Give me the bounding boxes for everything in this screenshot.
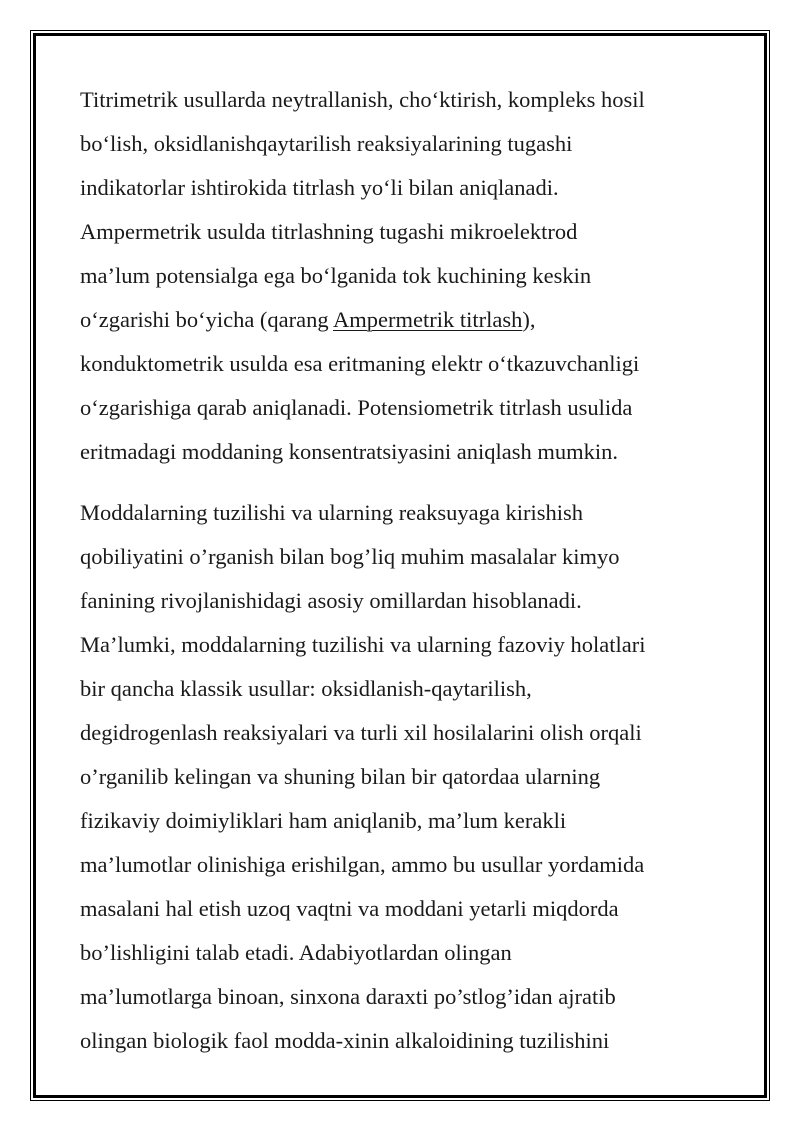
- text-line: bo’lishligini talab etadi. Adabiyotlardan olingan: [80, 940, 512, 965]
- text-line: ma’lumotlar olinishiga erishilgan, ammo bu usullar yordamida: [80, 852, 645, 877]
- text-line: bo‘lish, oksidlanishqaytarilish reaksiyalarining tugashi: [80, 131, 573, 156]
- text-line: eritmadagi moddaning konsentratsiyasini aniqlash mumkin.: [80, 439, 619, 464]
- text-segment: ),: [522, 307, 536, 332]
- text-line-with-link: [80, 298, 740, 342]
- text-line: konduktometrik usulda esa eritmaning elektr o‘tkazuvchanligi: [80, 351, 640, 376]
- ampermetrik-titrlash-link[interactable]: Ampermetrik titrlash: [333, 307, 523, 332]
- page-border-frame: [33, 33, 767, 1098]
- text-line: masalani hal etish uzoq vaqtni va moddani yetarli miqdorda: [80, 896, 619, 921]
- text-line: Titrimetrik usullarda neytrallanish, cho‘ktirish, kompleks hosil: [80, 87, 645, 112]
- text-line: Ma’lumki, moddalarning tuzilishi va ularning fazoviy holatlari: [80, 632, 646, 657]
- text-line: o‘zgarishiga qarab aniqlanadi. Potensiometrik titrlash usulida: [80, 395, 633, 420]
- text-line: fanining rivojlanishidagi asosiy omillardan hisoblanadi.: [80, 588, 582, 613]
- text-line: olingan biologik faol modda-xinin alkaloidining tuzilishini: [80, 1028, 610, 1053]
- text-line: qobiliyatini o’rganish bilan bog’liq muhim masalalar kimyo: [80, 544, 620, 569]
- text-line: ma’lum potensialga ega bo‘lganida tok kuchining keskin: [80, 263, 592, 288]
- text-line: ma’lumotlarga binoan, sinxona daraxti po’stlog’idan ajratib: [80, 984, 616, 1009]
- text-line: indikatorlar ishtirokida titrlash yo‘li bilan aniqlanadi.: [80, 175, 559, 200]
- text-line: bir qancha klassik usullar: oksidlanish-qaytarilish,: [80, 676, 532, 701]
- text-segment: o‘zgarishi bo‘yicha (qarang: [80, 307, 334, 332]
- text-line: Ampermetrik usulda titrlashning tugashi mikroelektrod: [80, 219, 578, 244]
- paragraph-titrimetric: [80, 78, 740, 474]
- text-line: o’rganilib kelingan va shuning bilan bir qatordaa ularning: [80, 764, 601, 789]
- text-line: Moddalarning tuzilishi va ularning reaksuyaga kirishish: [80, 500, 584, 525]
- paragraph-molecular-structure: [80, 491, 740, 1063]
- text-line: degidrogenlash reaksiyalari va turli xil hosilalarini olish orqali: [80, 720, 642, 745]
- document-body: [80, 78, 740, 1063]
- text-line: fizikaviy doimiyliklari ham aniqlanib, ma’lum kerakli: [80, 808, 567, 833]
